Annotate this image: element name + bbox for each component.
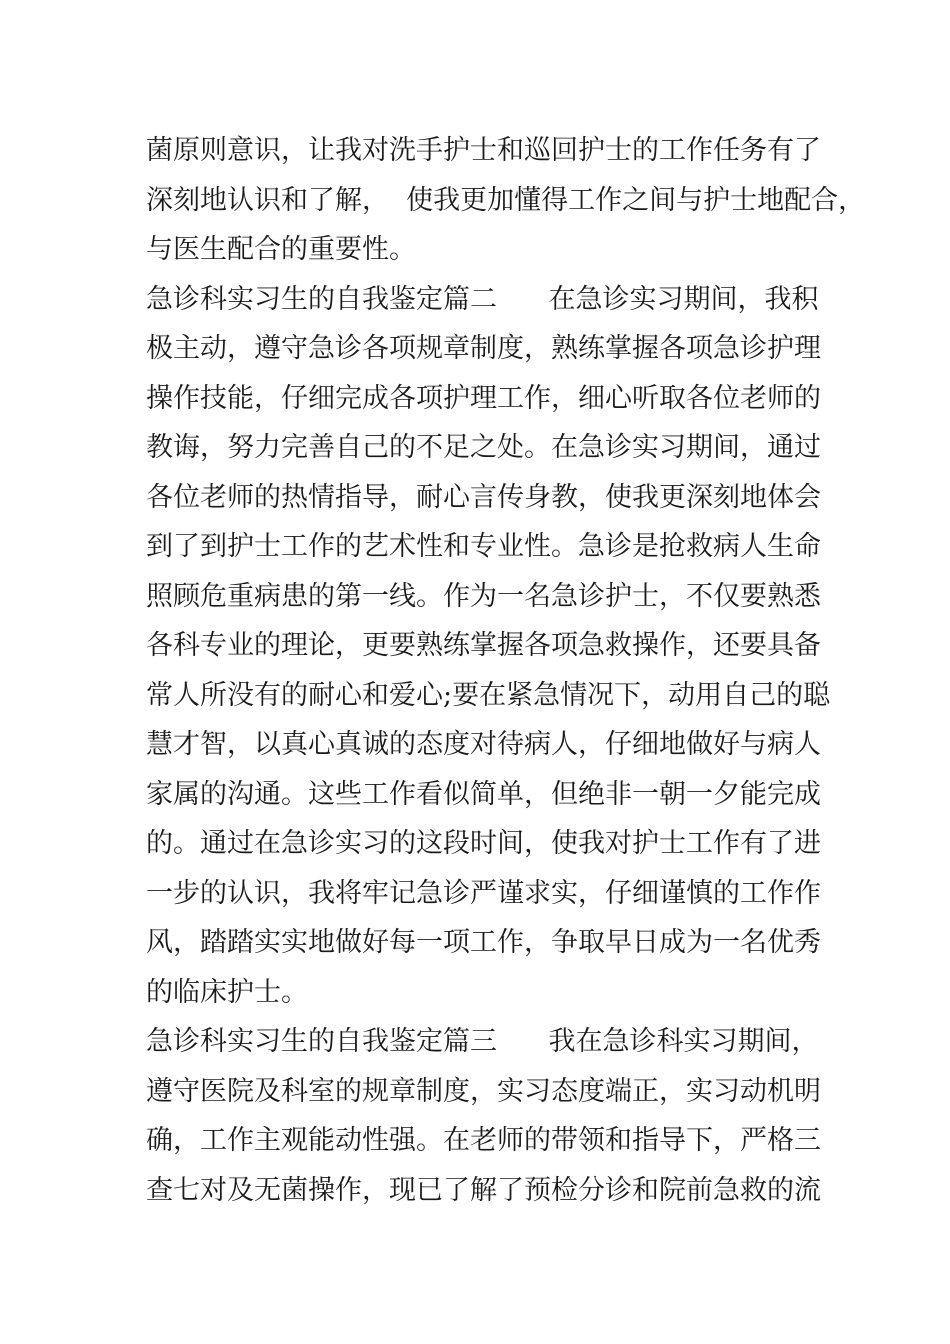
text-line: 极主动，遵守急诊各项规章制度，熟练掌握各项急诊护理 [146,333,821,364]
text-line: 家属的沟通。这些工作看似简单，但绝非一朝一夕能完成 [146,778,821,810]
text-line: 各科专业的理论，更要熟练掌握各项急救操作，还要具备 [146,630,821,661]
text-line: 的临床护士。 [146,976,308,1008]
text-line: 教诲，努力完善自己的不足之处。在急诊实习期间，通过 [146,432,821,463]
text-line: 一步的认识，我将牢记急诊严谨求实，仔细谨慎的工作作 [146,877,821,909]
text-line: 到了到护士工作的艺术性和专业性。急诊是抢救病人生命 [146,531,821,562]
body-text [146,126,866,1215]
section-heading-line: 急诊科实习生的自我鉴定篇三 我在急诊科实习期间， [146,1026,819,1057]
text-line: 深刻地认识和了解， 使我更加懂得工作之间与护士地配合， [146,184,866,216]
text-line: 的。通过在急诊实习的这段时间，使我对护士工作有了进 [146,828,821,859]
text-line: 菌原则意识，让我对洗手护士和巡回护士的工作任务有了 [146,135,821,166]
text-line: 遵守医院及科室的规章制度，实习态度端正，实习动机明 [146,1075,821,1107]
text-line: 慧才智，以真心真诚的态度对待病人，仔细地做好与病人 [146,729,821,760]
text-line: 操作技能，仔细完成各项护理工作，细心听取各位老师的 [146,382,821,414]
text-line: 确，工作主观能动性强。在老师的带领和指导下，严格三 [146,1125,821,1156]
text-line: 查七对及无菌操作，现已了解了预检分诊和院前急救的流 [146,1174,821,1206]
text-line: 各位老师的热情指导，耐心言传身教，使我更深刻地体会 [146,481,821,513]
text-line: 风，踏踏实实地做好每一项工作，争取早日成为一名优秀 [146,927,821,958]
section-heading-line: 急诊科实习生的自我鉴定篇二 在急诊实习期间，我积 [146,283,819,315]
text-line: 照顾危重病患的第一线。作为一名急诊护士，不仅要熟悉 [146,580,821,612]
text-line: 与医生配合的重要性。 [146,234,416,265]
text-line: 常人所没有的耐心和爱心;要在紧急情况下，动用自己的聪 [146,679,831,711]
